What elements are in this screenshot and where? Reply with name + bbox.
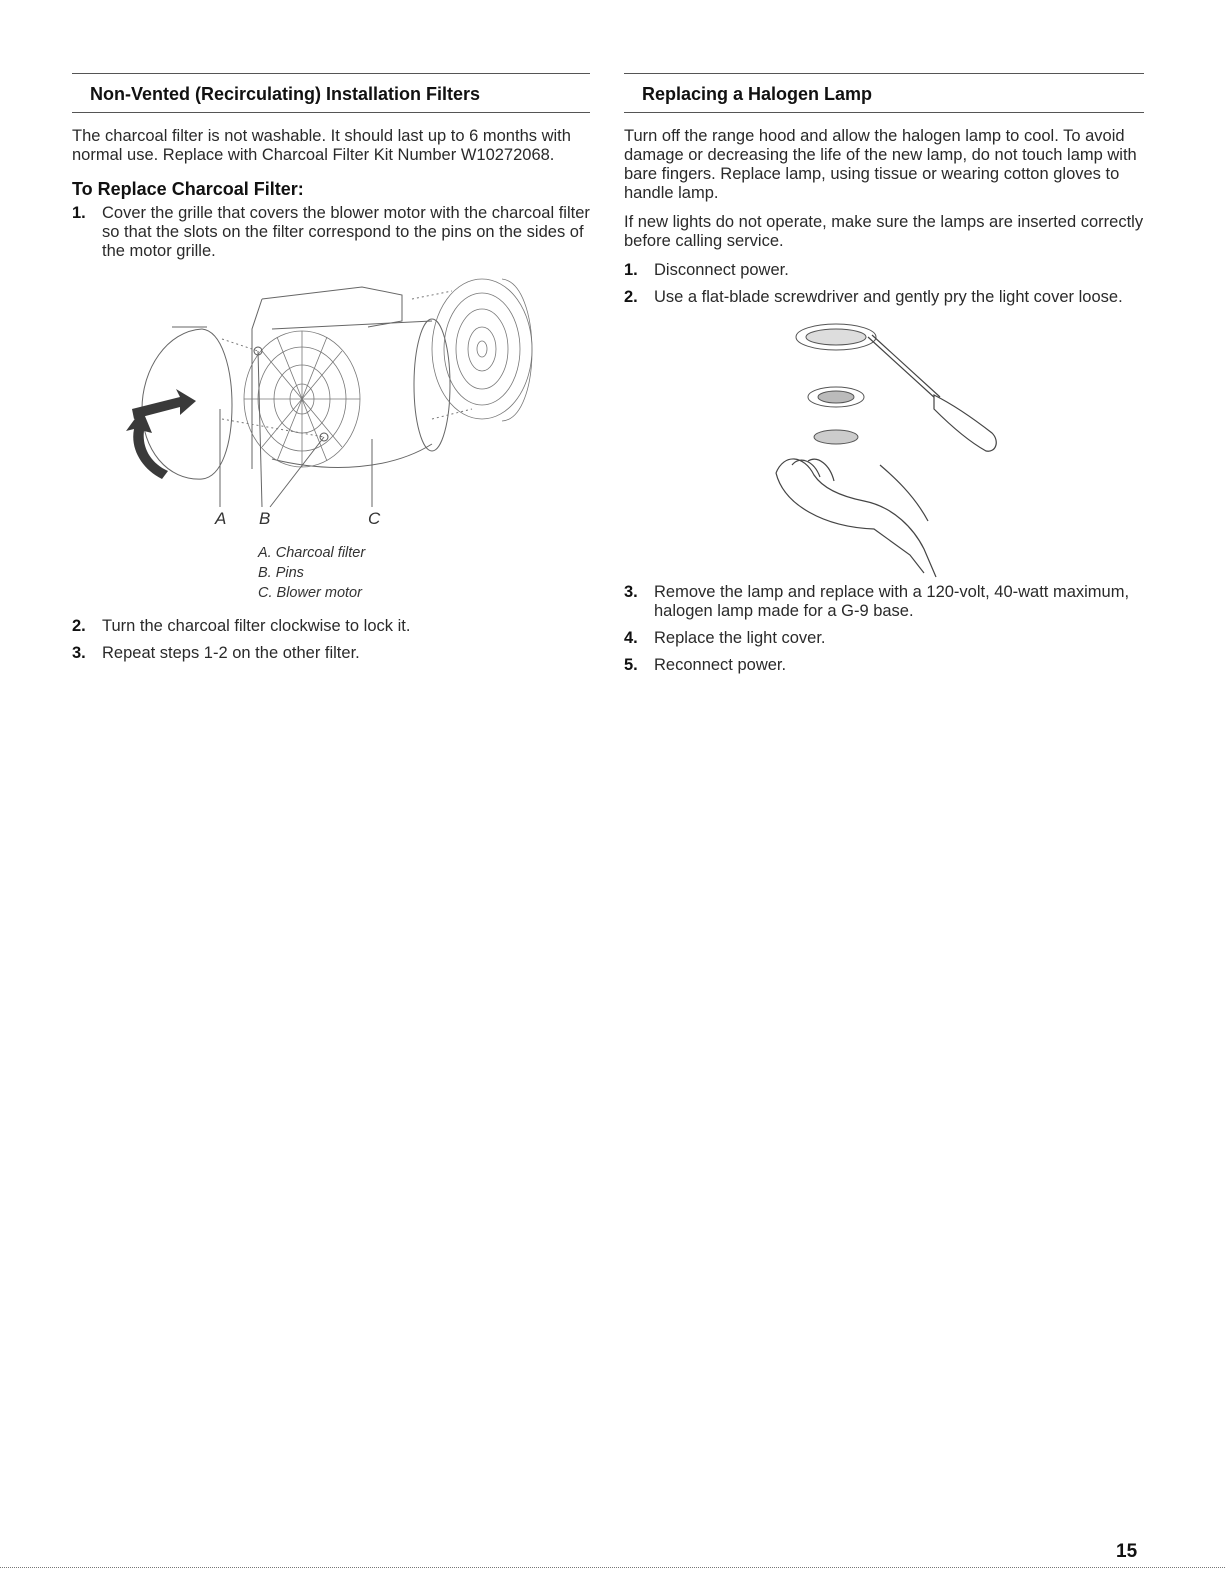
step-number: 1. bbox=[72, 204, 86, 222]
halogen-step-2 bbox=[624, 288, 1144, 307]
right-column bbox=[624, 73, 1144, 683]
step-text: Disconnect power. bbox=[654, 261, 789, 279]
filter-step-2 bbox=[72, 617, 590, 636]
caption-blower-motor: C. Blower motor bbox=[258, 585, 362, 601]
page-number: 15 bbox=[1116, 1541, 1138, 1562]
halogen-lamp-illustration bbox=[624, 315, 1144, 583]
figure-label-b: B bbox=[259, 509, 271, 528]
step-number: 4. bbox=[624, 629, 638, 647]
screwdriver-drawing bbox=[868, 335, 996, 451]
step-number: 3. bbox=[624, 583, 638, 601]
filter-steps-list-continued bbox=[72, 617, 590, 663]
figure-label-c: C bbox=[368, 509, 381, 528]
step-number: 2. bbox=[72, 617, 86, 635]
subheading-replace-filter: To Replace Charcoal Filter: bbox=[72, 179, 304, 199]
halogen-step-4 bbox=[624, 629, 1144, 648]
blower-motor-drawing bbox=[252, 287, 450, 489]
halogen-lamp-figure bbox=[624, 315, 1144, 583]
step-number: 3. bbox=[72, 644, 86, 662]
halogen-step-5 bbox=[624, 656, 1144, 675]
charcoal-filter-figure bbox=[72, 269, 590, 617]
figure-captions bbox=[258, 543, 365, 603]
halogen-step-1 bbox=[624, 261, 1144, 280]
motor-grille-drawing bbox=[244, 331, 360, 467]
halogen-steps-list bbox=[624, 261, 1144, 307]
step-number: 1. bbox=[624, 261, 638, 279]
section-heading-filters: Non-Vented (Recirculating) Installation Filters bbox=[72, 73, 590, 113]
charcoal-filter-illustration bbox=[72, 269, 590, 529]
halogen-para-1: Turn off the range hood and allow the halogen lamp to cool. To avoid damage or decreasing the life of the new lamp, do not touch lamp with bare fingers. Replace lamp, using tissue or wearing cotton gloves to handle lamp. bbox=[624, 127, 1137, 202]
step-text: Remove the lamp and replace with a 120-volt, 40-watt maximum, halogen lamp made for a G-9 base. bbox=[654, 583, 1130, 620]
halogen-lamp-drawing bbox=[814, 430, 858, 444]
step-number: 5. bbox=[624, 656, 638, 674]
step-text: Use a flat-blade screwdriver and gently pry the light cover loose. bbox=[654, 288, 1123, 306]
lamp-base-drawing bbox=[808, 387, 864, 407]
rotate-arrow-icon bbox=[126, 409, 168, 479]
step-text: Repeat steps 1-2 on the other filter. bbox=[102, 644, 360, 662]
filter-steps-list bbox=[72, 204, 590, 261]
halogen-step-3 bbox=[624, 583, 1144, 621]
bottom-divider bbox=[0, 1567, 1225, 1568]
filter-intro-text: The charcoal filter is not washable. It should last up to 6 months with normal use. Replace with Charcoal Filter Kit Number W10272068. bbox=[72, 127, 571, 164]
halogen-para-2: If new lights do not operate, make sure the lamps are inserted correctly before calling service. bbox=[624, 213, 1144, 250]
filter-step-1 bbox=[72, 204, 590, 261]
step-number: 2. bbox=[624, 288, 638, 306]
caption-pins: B. Pins bbox=[258, 565, 304, 581]
step-text: Replace the light cover. bbox=[654, 629, 826, 647]
gloved-hand-drawing bbox=[776, 459, 936, 577]
step-text: Turn the charcoal filter clockwise to lock it. bbox=[102, 617, 411, 635]
left-column bbox=[72, 73, 590, 671]
halogen-steps-list-continued bbox=[624, 583, 1144, 675]
step-text: Cover the grille that covers the blower motor with the charcoal filter so that the slots on the filter correspond to the pins on the sides of the motor grille. bbox=[102, 204, 590, 260]
figure-label-a: A bbox=[215, 509, 227, 528]
section-heading-halogen: Replacing a Halogen Lamp bbox=[624, 73, 1144, 113]
caption-charcoal-filter: A. Charcoal filter bbox=[258, 545, 366, 561]
step-text: Reconnect power. bbox=[654, 656, 787, 674]
light-cover-drawing bbox=[796, 324, 876, 350]
filter-step-3 bbox=[72, 644, 590, 663]
